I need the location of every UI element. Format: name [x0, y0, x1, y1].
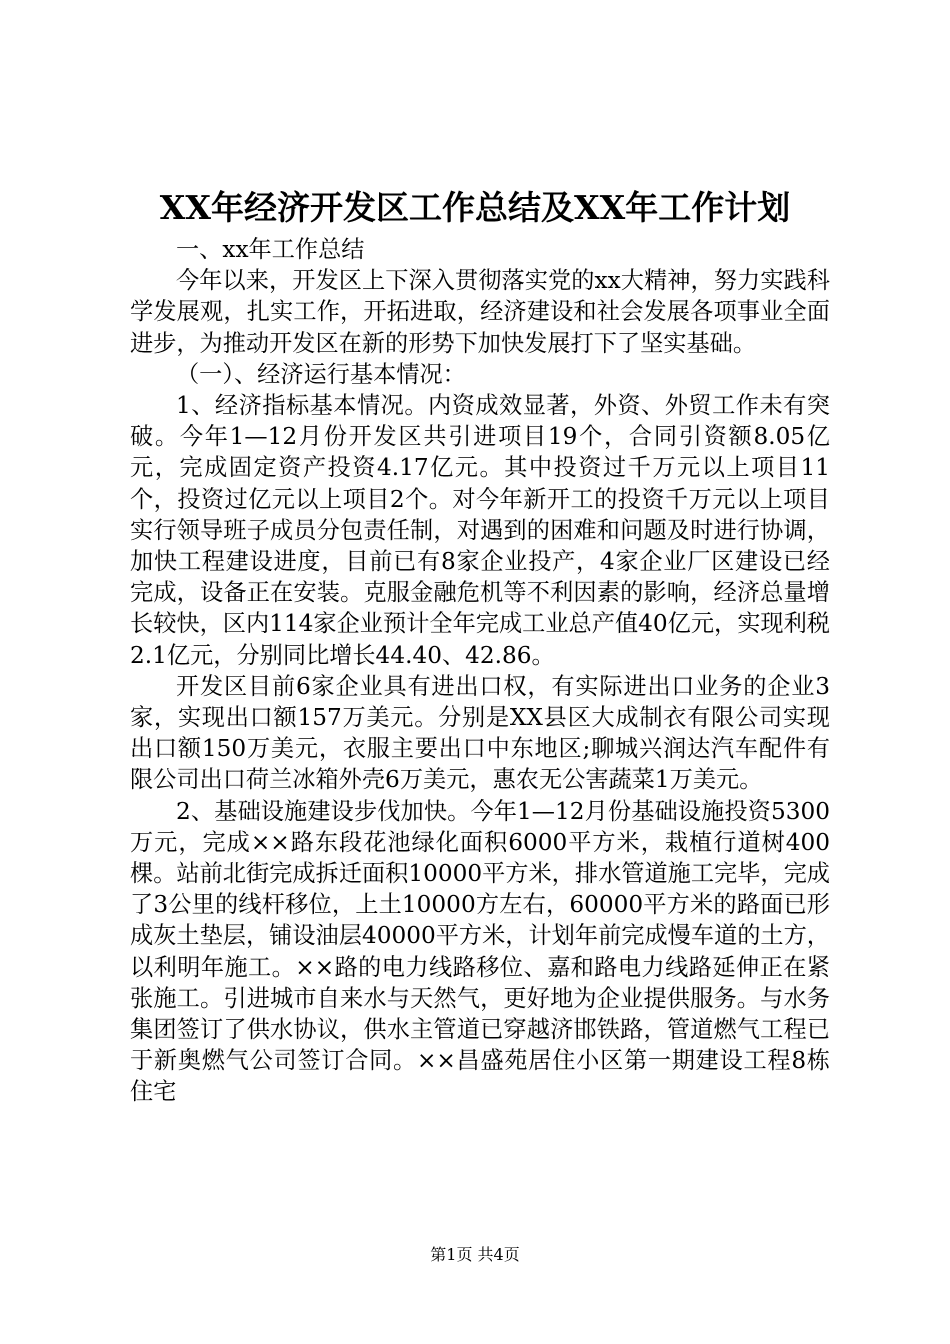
document-title: XX年经济开发区工作总结及XX年工作计划 — [159, 188, 791, 227]
body-paragraph: 1、经济指标基本情况。内资成效显著，外资、外贸工作未有突破。今年1—12月份开发区共引进项目19个，合同引资额8.05亿元，完成固定资产投资4.17亿元。其中投资过千万元以上项目11个，投资过亿元以上项目2个。对今年新开工的投资千万元以上项目实行领导班子成员分包责任制，对遇到的困难和问题及时进行协调，加快工程建设进度，目前已有8家企业投产，4家企业厂区建设已经完成，设备正在安装。克服金融危机等不利因素的影响，经济总量增长较快，区内114家企业预计全年完成工业总产值40亿元，实现利税2.1亿元，分别同比增长44.40、42.86。 — [130, 392, 830, 669]
body-paragraph: 开发区目前6家企业具有进出口权，有实际进出口业务的企业3家，实现出口额157万美元。分别是XX县区大成制衣有限公司实现出口额150万美元，衣服主要出口中东地区;聊城兴润达汽车配件有限公司出口荷兰冰箱外壳6万美元，惠农无公害蔬菜1万美元。 — [130, 672, 830, 794]
body-paragraph: 今年以来，开发区上下深入贯彻落实党的xx大精神，努力实践科学发展观，扎实工作，开拓进取，经济建设和社会发展各项事业全面进步，为推动开发区在新的形势下加快发展打下了坚实基础。 — [130, 267, 830, 357]
document-body — [130, 234, 830, 1108]
page-footer: 第1页 共4页 — [430, 1245, 520, 1264]
body-paragraph: 2、基础设施建设步伐加快。今年1—12月份基础设施投资5300万元，完成××路东段花池绿化面积6000平方米，栽植行道树400棵。站前北街完成拆迁面积10000平方米，排水管道施工完毕，完成了3公里的线杆移位，上土10000方左右，60000平方米的路面已形成灰土垫层，铺设油层40000平方米，计划年前完成慢车道的土方，以利明年施工。××路的电力线路移位、嘉和路电力线路延伸正在紧张施工。引进城市自来水与天然气，更好地为企业提供服务。与水务集团签订了供水协议，供水主管道已穿越济邯铁路，管道燃气工程已于新奥燃气公司签订合同。××昌盛苑居住小区第一期建设工程8栋住宅 — [130, 797, 830, 1106]
section-heading: 一、xx年工作总结 — [176, 236, 365, 263]
subsection-heading: （一）、经济运行基本情况： — [176, 360, 466, 388]
